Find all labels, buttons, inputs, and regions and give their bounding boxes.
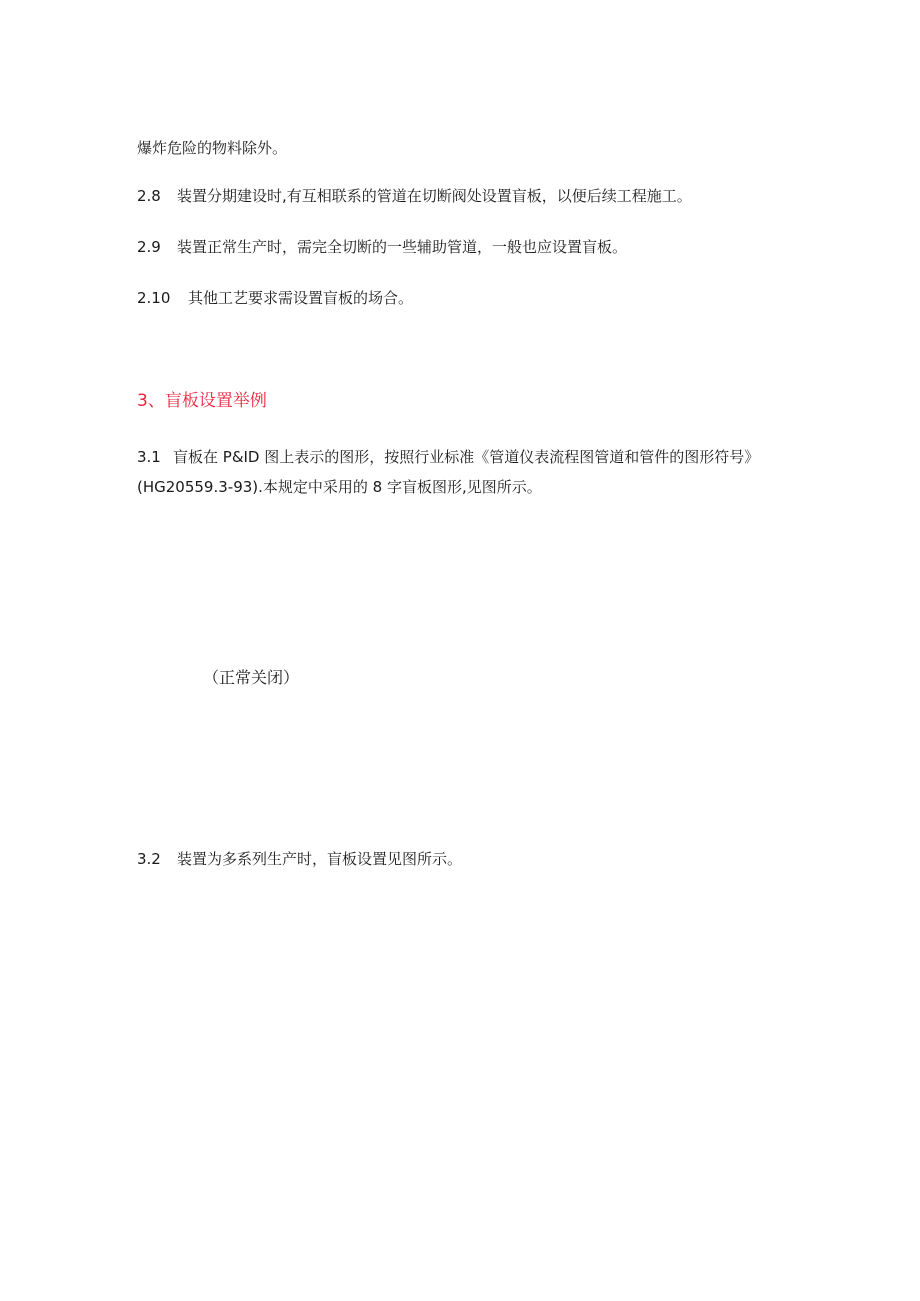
paragraph-intro — [137, 137, 287, 159]
paragraph-number: 3.2 — [137, 850, 161, 868]
paragraph-3-2 — [137, 848, 462, 870]
paragraph-2-10 — [137, 287, 413, 309]
paragraph-2-9 — [137, 236, 627, 258]
paragraph-text: 盲板在 P&ID 图上表示的图形，按照行业标准《管道仪表流程图管道和管件的图形符号》 — [173, 448, 760, 466]
paragraph-3-1-continuation — [137, 476, 542, 498]
section-3-heading — [137, 390, 267, 412]
paragraph-number: 2.9 — [137, 238, 161, 256]
paragraph-text: (HG20559.3-93).本规定中采用的 8 字盲板图形,见图所示。 — [137, 478, 542, 496]
paragraph-3-1 — [137, 446, 759, 468]
paragraph-number: 2.8 — [137, 187, 161, 205]
figure-caption: （正常关闭） — [203, 668, 300, 687]
paragraph-number: 2.10 — [137, 289, 171, 307]
section-title: 3、盲板设置举例 — [137, 391, 267, 411]
paragraph-text: 其他工艺要求需设置盲板的场合。 — [188, 289, 414, 307]
paragraph-number: 3.1 — [137, 448, 161, 466]
paragraph-text: 装置为多系列生产时，盲板设置见图所示。 — [177, 850, 463, 868]
paragraph-text: 装置正常生产时，需完全切断的一些辅助管道，一般也应设置盲板。 — [177, 238, 628, 256]
paragraph-text: 装置分期建设时,有互相联系的管道在切断阀处设置盲板，以便后续工程施工。 — [177, 187, 692, 205]
paragraph-text: 爆炸危险的物料除外。 — [137, 139, 288, 157]
paragraph-2-8 — [137, 185, 692, 207]
